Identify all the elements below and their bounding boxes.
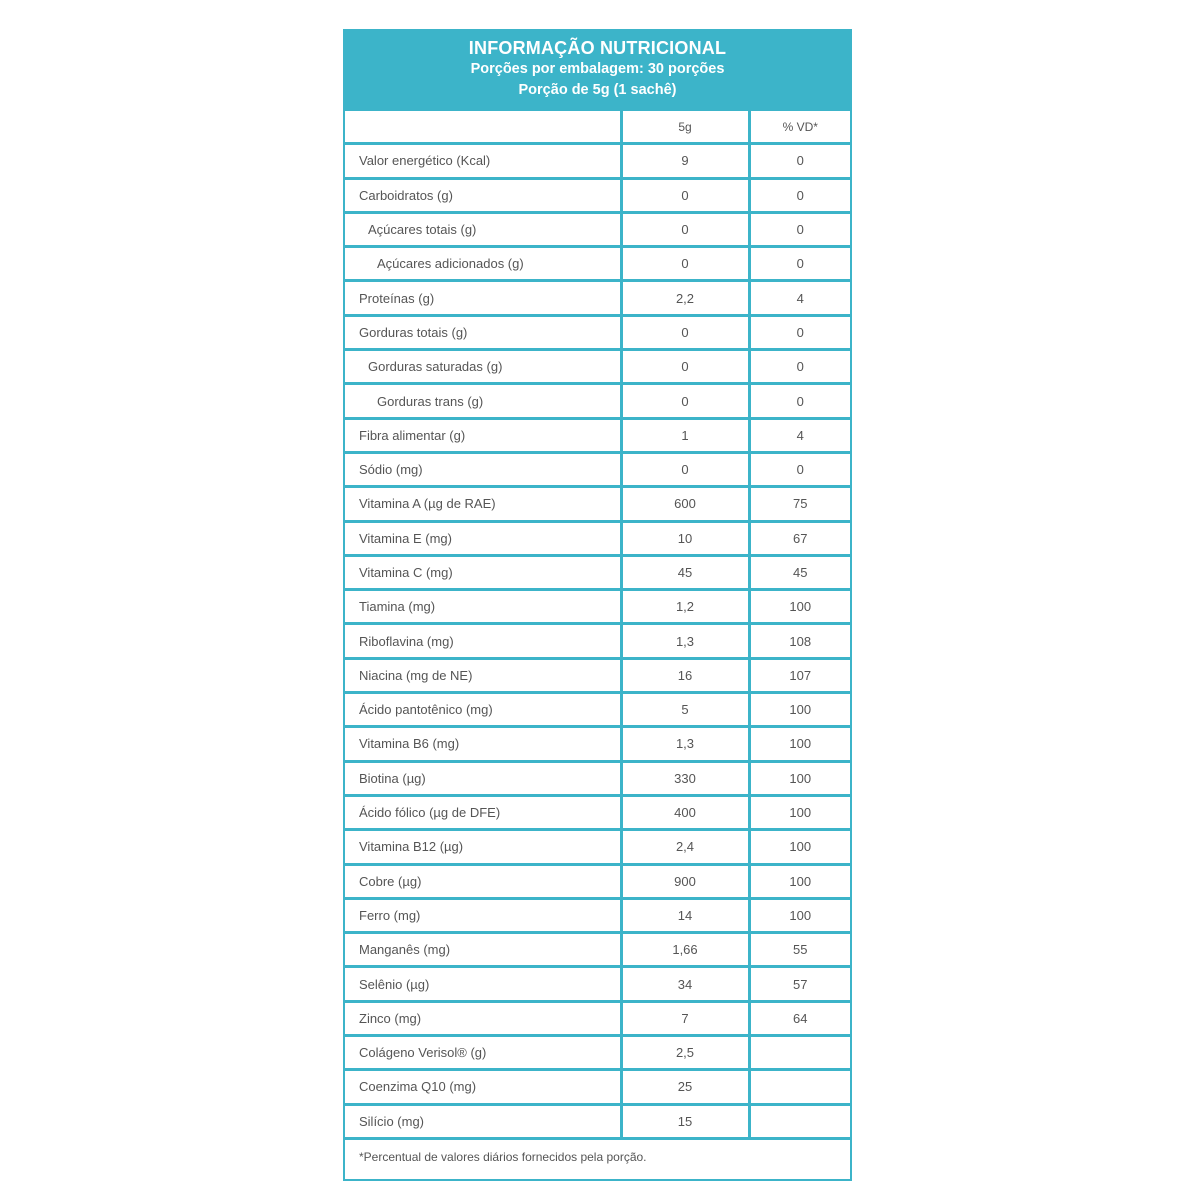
table-row bbox=[345, 830, 850, 864]
table-row bbox=[345, 693, 850, 727]
nutrient-label: Açúcares adicionados (g) bbox=[345, 247, 621, 281]
table-row bbox=[345, 281, 850, 315]
table-row bbox=[345, 761, 850, 795]
table-row bbox=[345, 624, 850, 658]
table-row bbox=[345, 1104, 850, 1138]
nutrient-amount: 9 bbox=[621, 144, 749, 178]
nutrient-label: Cobre (µg) bbox=[345, 864, 621, 898]
nutrient-daily-value: 4 bbox=[749, 418, 850, 452]
nutrient-amount: 330 bbox=[621, 761, 749, 795]
nutrient-label: Ferro (mg) bbox=[345, 898, 621, 932]
nutrient-amount: 10 bbox=[621, 521, 749, 555]
servings-per-package: Porções por embalagem: 30 porções bbox=[470, 61, 725, 77]
table-row bbox=[345, 350, 850, 384]
nutrient-label: Zinco (mg) bbox=[345, 1001, 621, 1035]
nutrient-label: Vitamina B12 (µg) bbox=[345, 830, 621, 864]
nutrient-amount: 0 bbox=[621, 350, 749, 384]
table-row bbox=[345, 418, 850, 452]
nutrient-label: Sódio (mg) bbox=[345, 452, 621, 486]
nutrient-daily-value: 0 bbox=[749, 384, 850, 418]
nutrient-amount: 600 bbox=[621, 487, 749, 521]
nutrient-amount: 2,2 bbox=[621, 281, 749, 315]
nutrient-daily-value: 64 bbox=[749, 1001, 850, 1035]
nutrient-daily-value: 0 bbox=[749, 144, 850, 178]
nutrient-amount: 1,66 bbox=[621, 933, 749, 967]
nutrient-amount: 2,4 bbox=[621, 830, 749, 864]
nutrient-label: Tiamina (mg) bbox=[345, 590, 621, 624]
nutrient-label: Niacina (mg de NE) bbox=[345, 658, 621, 692]
column-header-nutrient bbox=[345, 111, 621, 144]
nutrient-amount: 25 bbox=[621, 1070, 749, 1104]
nutrient-daily-value: 45 bbox=[749, 555, 850, 589]
nutrient-label: Coenzima Q10 (mg) bbox=[345, 1070, 621, 1104]
nutrient-amount: 2,5 bbox=[621, 1036, 749, 1070]
table-row bbox=[345, 658, 850, 692]
nutrient-amount: 0 bbox=[621, 315, 749, 349]
nutrient-label: Ácido pantotênico (mg) bbox=[345, 693, 621, 727]
column-header-daily-value: % VD* bbox=[749, 111, 850, 144]
nutrient-label: Proteínas (g) bbox=[345, 281, 621, 315]
nutrient-label: Selênio (µg) bbox=[345, 967, 621, 1001]
nutrient-amount: 14 bbox=[621, 898, 749, 932]
nutrient-daily-value: 100 bbox=[749, 795, 850, 829]
nutrient-label: Gorduras trans (g) bbox=[345, 384, 621, 418]
nutrient-amount: 400 bbox=[621, 795, 749, 829]
nutrient-daily-value bbox=[749, 1104, 850, 1138]
table-row bbox=[345, 864, 850, 898]
footnote: *Percentual de valores diários fornecidos pela porção. bbox=[359, 1149, 647, 1164]
nutrient-label: Açúcares totais (g) bbox=[345, 212, 621, 246]
table-row bbox=[345, 898, 850, 932]
nutrient-label: Vitamina A (µg de RAE) bbox=[345, 487, 621, 521]
table-row bbox=[345, 1070, 850, 1104]
nutrient-label: Riboflavina (mg) bbox=[345, 624, 621, 658]
nutrient-daily-value: 57 bbox=[749, 967, 850, 1001]
nutrient-daily-value: 100 bbox=[749, 727, 850, 761]
nutrient-label: Gorduras totais (g) bbox=[345, 315, 621, 349]
table-row bbox=[345, 178, 850, 212]
nutrient-daily-value: 100 bbox=[749, 590, 850, 624]
nutrient-label: Manganês (mg) bbox=[345, 933, 621, 967]
nutrient-daily-value: 4 bbox=[749, 281, 850, 315]
nutrition-facts-panel bbox=[343, 29, 852, 1181]
nutrient-daily-value: 0 bbox=[749, 315, 850, 349]
nutrient-label: Silício (mg) bbox=[345, 1104, 621, 1138]
table-row bbox=[345, 727, 850, 761]
serving-size: Porção de 5g (1 sachê) bbox=[518, 82, 677, 98]
table-row bbox=[345, 315, 850, 349]
nutrient-label: Fibra alimentar (g) bbox=[345, 418, 621, 452]
nutrition-table bbox=[345, 111, 850, 1140]
nutrient-daily-value: 0 bbox=[749, 178, 850, 212]
nutrient-label: Vitamina E (mg) bbox=[345, 521, 621, 555]
nutrient-daily-value: 100 bbox=[749, 693, 850, 727]
nutrient-amount: 0 bbox=[621, 212, 749, 246]
table-row bbox=[345, 555, 850, 589]
nutrient-label: Gorduras saturadas (g) bbox=[345, 350, 621, 384]
nutrient-daily-value: 107 bbox=[749, 658, 850, 692]
nutrient-daily-value: 0 bbox=[749, 247, 850, 281]
nutrient-amount: 1 bbox=[621, 418, 749, 452]
table-row bbox=[345, 1036, 850, 1070]
nutrient-daily-value: 0 bbox=[749, 350, 850, 384]
nutrient-daily-value: 108 bbox=[749, 624, 850, 658]
nutrient-label: Biotina (µg) bbox=[345, 761, 621, 795]
nutrient-label: Carboidratos (g) bbox=[345, 178, 621, 212]
nutrient-daily-value: 100 bbox=[749, 761, 850, 795]
nutrient-daily-value: 0 bbox=[749, 452, 850, 486]
nutrient-amount: 1,3 bbox=[621, 624, 749, 658]
nutrient-daily-value bbox=[749, 1036, 850, 1070]
table-row bbox=[345, 212, 850, 246]
table-row bbox=[345, 521, 850, 555]
column-header-row bbox=[345, 111, 850, 144]
nutrient-daily-value: 0 bbox=[749, 212, 850, 246]
table-row bbox=[345, 384, 850, 418]
nutrient-amount: 900 bbox=[621, 864, 749, 898]
nutrient-daily-value: 67 bbox=[749, 521, 850, 555]
nutrient-daily-value: 100 bbox=[749, 898, 850, 932]
nutrient-amount: 7 bbox=[621, 1001, 749, 1035]
nutrient-daily-value: 55 bbox=[749, 933, 850, 967]
table-row bbox=[345, 590, 850, 624]
nutrient-label: Vitamina C (mg) bbox=[345, 555, 621, 589]
nutrient-amount: 5 bbox=[621, 693, 749, 727]
table-row bbox=[345, 1001, 850, 1035]
nutrient-amount: 1,2 bbox=[621, 590, 749, 624]
nutrient-amount: 16 bbox=[621, 658, 749, 692]
column-header-portion: 5g bbox=[621, 111, 749, 144]
table-row bbox=[345, 247, 850, 281]
nutrient-daily-value: 100 bbox=[749, 830, 850, 864]
table-row bbox=[345, 144, 850, 178]
nutrient-label: Colágeno Verisol® (g) bbox=[345, 1036, 621, 1070]
nutrient-label: Valor energético (Kcal) bbox=[345, 144, 621, 178]
nutrient-amount: 34 bbox=[621, 967, 749, 1001]
nutrient-amount: 0 bbox=[621, 452, 749, 486]
table-row bbox=[345, 967, 850, 1001]
nutrition-title: INFORMAÇÃO NUTRICIONAL bbox=[468, 38, 727, 58]
nutrient-amount: 1,3 bbox=[621, 727, 749, 761]
table-row bbox=[345, 452, 850, 486]
nutrient-label: Vitamina B6 (mg) bbox=[345, 727, 621, 761]
nutrient-amount: 0 bbox=[621, 247, 749, 281]
nutrient-amount: 0 bbox=[621, 384, 749, 418]
nutrient-amount: 0 bbox=[621, 178, 749, 212]
nutrient-daily-value: 100 bbox=[749, 864, 850, 898]
nutrient-daily-value: 75 bbox=[749, 487, 850, 521]
nutrient-amount: 15 bbox=[621, 1104, 749, 1138]
nutrient-daily-value bbox=[749, 1070, 850, 1104]
table-row bbox=[345, 933, 850, 967]
table-row bbox=[345, 487, 850, 521]
table-row bbox=[345, 795, 850, 829]
nutrition-header bbox=[345, 31, 850, 111]
nutrient-amount: 45 bbox=[621, 555, 749, 589]
nutrient-label: Ácido fólico (µg de DFE) bbox=[345, 795, 621, 829]
